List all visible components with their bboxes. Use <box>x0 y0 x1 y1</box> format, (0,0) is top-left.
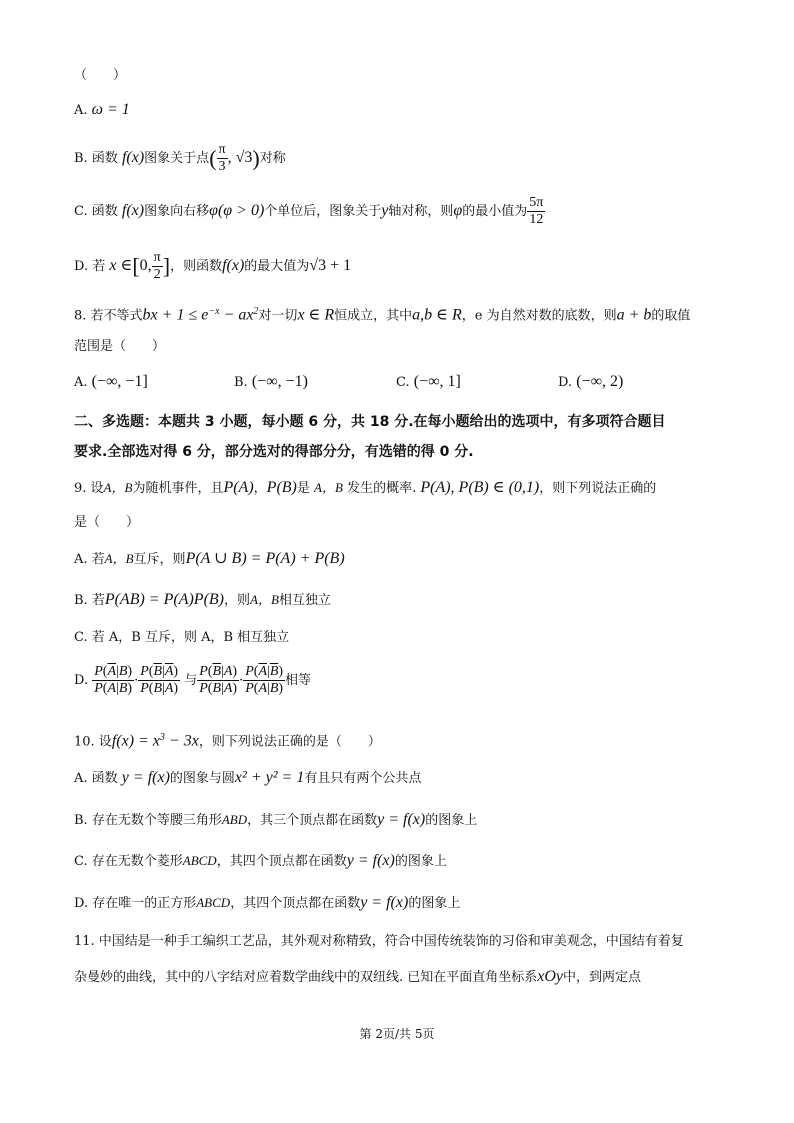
option-text: 的最小值为 <box>462 204 528 219</box>
function-expr: y = f(x) <box>346 852 395 869</box>
event-names: A，B <box>104 551 134 566</box>
question-text: 对一切 <box>258 308 298 324</box>
q10-option-a <box>74 768 421 789</box>
question-text: 恒成立，其中 <box>334 308 413 324</box>
sum-expr: a + b <box>616 306 652 324</box>
function-expr: y = f(x) <box>121 769 170 786</box>
paren-right: ) <box>252 145 260 171</box>
q7-stem-end: （ ） <box>74 68 127 83</box>
prob-expr: P(B) <box>266 479 297 496</box>
section-heading-line2: 要求.全部选对得 6 分，部分选对的得部分分，有选错的得 0 分. <box>74 444 474 460</box>
q8-line2: 范围是（ ） <box>74 339 166 354</box>
q9-line2: 是（ ） <box>74 515 140 530</box>
option-text: ，则 <box>224 593 251 608</box>
option-text: 的图象上 <box>425 813 478 828</box>
bracket-left: [ <box>132 253 140 279</box>
event-names: A，B <box>314 480 343 495</box>
q9-option-c: C. 若 A，B 互斥，则 A，B 相互独立 <box>74 630 290 645</box>
option-text: 图象关于点 <box>144 151 210 166</box>
exponent: 2 <box>253 306 259 317</box>
paren-left: ( <box>209 145 217 171</box>
option-label: D. <box>74 673 89 688</box>
option-text: 的图象上 <box>394 854 447 869</box>
option-text: B. 若 <box>74 593 105 608</box>
question-text: 中，到两定点 <box>563 970 642 985</box>
q9-option-a <box>74 549 345 570</box>
domain-expr: x ∈ R <box>297 306 335 324</box>
shape-name: ABD <box>221 812 248 827</box>
question-text: 发生的概率. <box>347 481 417 496</box>
exponent: 3 <box>159 732 165 743</box>
question-text: 为随机事件，且 <box>132 481 224 496</box>
question-text: 9. 设 <box>74 481 104 496</box>
cond-prob-fraction: $\frac{P(\overline{A}|\overline{B})}{P(A|\overline{B})}$ <box>245 664 284 696</box>
function-expr: f(x) <box>121 202 145 219</box>
shape-name: ABCD <box>182 853 217 868</box>
shift-expr: φ(φ > 0) <box>209 202 265 219</box>
option-text: C. 函数 <box>74 204 118 219</box>
option-text: D. 存在唯一的正方形 <box>74 896 197 911</box>
option-text: 的图象上 <box>408 896 461 911</box>
shape-name: ABCD <box>196 895 231 910</box>
question-text: 8. 若不等式 <box>74 308 143 324</box>
point-fraction: $\frac{\pi}{3}$ <box>218 142 226 174</box>
option-math: P(A ∪ B) = P(A) + P(B) <box>185 550 345 567</box>
question-text: ，则下列说法正确的是（ ） <box>198 734 381 750</box>
q8-option-b: B. (−∞, −1) <box>234 373 308 390</box>
function-def: f(x) = x <box>111 732 160 750</box>
q9-option-b <box>74 590 331 611</box>
q7-option-c <box>74 195 545 228</box>
interval-left: 0, <box>139 257 152 274</box>
option-text: 的最大值为 <box>244 259 310 274</box>
exponent: −x <box>208 306 220 317</box>
question-text: ，e 为自然对数的底数，则 <box>461 308 617 324</box>
q8-option-d: D. (−∞, 2) <box>558 373 624 390</box>
interval-fraction: $\frac{\pi}{2}$ <box>153 250 161 282</box>
inequality-expr: bx + 1 ≤ e <box>142 306 209 324</box>
q7-option-b <box>74 142 286 175</box>
option-math: ω = 1 <box>91 101 130 118</box>
function-expr: f(x) <box>121 149 145 166</box>
inequality-expr: − ax <box>219 306 254 324</box>
option-text: ，其三个顶点都在函数 <box>247 813 378 828</box>
cond-prob-fraction: $\frac{P(\overline{B}|\overline{A})}{P(B|\overline{A})}$ <box>140 664 179 696</box>
q11-line1: 11. 中国结是一种手工编织工艺品，其外观对称精致，符合中国传统装饰的习俗和审美观念，中国结有着复 <box>74 934 684 949</box>
question-text: 10. 设 <box>74 734 112 750</box>
option-text: 个单位后，图象关于 <box>264 204 382 219</box>
question-text: 杂曼妙的曲线，其中的八字结对应着数学曲线中的双纽线. 已知在平面直角坐标系 <box>74 970 538 985</box>
max-value: √3 + 1 <box>309 257 352 274</box>
cond-prob-fraction: $\frac{P(\overline{A}|B)}{P(A|B)}$ <box>94 664 133 696</box>
condition-expr: P(A), P(B) ∈ (0,1) <box>420 479 540 496</box>
event-names: A，B <box>250 592 279 607</box>
cond-prob-fraction: $\frac{P(\overline{B}|A)}{P(B|A)}$ <box>199 664 238 696</box>
circle-expr: x² + y² = 1 <box>234 769 305 786</box>
option-text: 图象向右移 <box>144 204 210 219</box>
event-names: A，B <box>103 480 133 495</box>
option-text: 有且只有两个公共点 <box>304 771 422 786</box>
option-label: A. <box>74 103 88 118</box>
q10-option-c <box>74 851 447 872</box>
q9-line1: 9. 设A，B为随机事件，且P(A)，P(B)是 A，B 发生的概率. P(A), P(B) ∈ (0,1)，则下列说法正确的 <box>74 479 657 496</box>
q8-option-c: C. (−∞, 1] <box>396 373 461 390</box>
option-text: ，其四个顶点都在函数 <box>230 896 361 911</box>
q8-line1 <box>74 302 690 326</box>
bracket-right: ] <box>162 253 171 279</box>
q7-option-a <box>74 100 130 121</box>
q9-option-d: D. $\frac{P(\overline{A}|B)}{P(A|B)}$ · $\frac{P(\overline{B}|\overline{A})}{P(B|\overline{A})}$ 与 $\frac{P(\overline{B}|A)}{P(B|A)}$ · $\frac{P(\overline{A}|\overline{B})}{P(A|\overline{B})}$ 相等 <box>74 664 312 696</box>
coord-system: xOy <box>537 968 564 985</box>
function-def: − 3x <box>164 732 199 750</box>
question-text: 的取值 <box>651 308 691 324</box>
function-expr: y = f(x) <box>360 894 409 911</box>
q7-option-d <box>74 250 351 283</box>
question-text: ，则下列说法正确的 <box>539 481 657 496</box>
section-heading-line1: 二、多选题：本题共 3 小题，每小题 6 分，共 18 分.在每小题给出的选项中，有多项符合题目 <box>74 414 666 430</box>
function-expr: f(x) <box>222 257 245 274</box>
option-math: P(AB) = P(A)P(B) <box>104 591 225 608</box>
option-text: 轴对称，则 <box>388 204 454 219</box>
option-text: B. 存在无数个等腰三角形 <box>74 813 222 828</box>
answer-fraction: $\frac{5\pi}{12}$ <box>529 195 544 227</box>
q11-line2 <box>74 967 641 988</box>
option-text: D. 若 <box>74 259 106 274</box>
param-expr: a,b ∈ R <box>412 306 462 324</box>
option-text: 与 <box>184 673 198 688</box>
option-text: C. 存在无数个菱形 <box>74 854 183 869</box>
question-text: 是 <box>296 481 310 496</box>
point-rest: , √3 <box>227 149 253 166</box>
page-footer: 第 2页/共 5页 <box>359 1027 435 1041</box>
option-text: 对称 <box>259 151 286 166</box>
option-text: 的图象与圆 <box>169 771 235 786</box>
option-text: B. 函数 <box>74 151 118 166</box>
q8-option-a: A. (−∞, −1] <box>74 373 148 390</box>
q10-option-d <box>74 893 460 914</box>
option-text: ，则函数 <box>170 259 223 274</box>
option-text: 相等 <box>285 673 312 688</box>
option-text: 相互独立 <box>278 593 331 608</box>
option-text: ，其四个顶点都在函数 <box>216 854 347 869</box>
option-text: A. 函数 <box>74 771 118 786</box>
option-text: 互斥，则 <box>133 552 186 567</box>
phi-var: φ <box>453 202 463 219</box>
function-expr: y = f(x) <box>377 811 426 828</box>
q10-stem <box>74 728 381 752</box>
option-text: A. 若 <box>74 552 105 567</box>
q10-option-b <box>74 810 477 831</box>
domain-var: x ∈ <box>109 257 133 274</box>
prob-expr: P(A) <box>223 479 254 496</box>
axis-var: y <box>381 202 389 219</box>
